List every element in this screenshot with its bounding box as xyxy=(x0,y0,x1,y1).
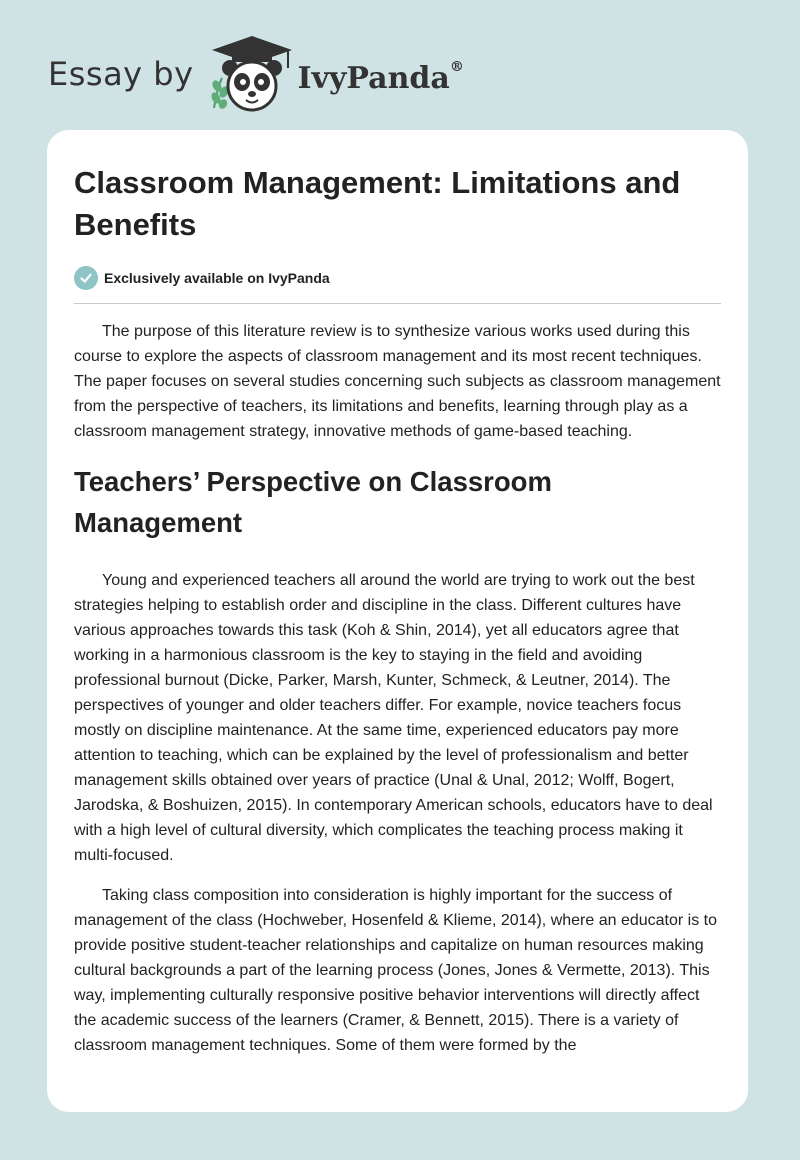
body-paragraph-2: Taking class composition into consideration is highly important for the success of management of the class (Hochweber, Hosenfeld & Klieme, 2014), where an educator is to provide positive student-teacher relationships and capitalize on human resources making cultural backgrounds a part of the learning process (Jones, Jones & Vermette, 2013). This way, implementing culturally responsive positive behavior interventions will directly affect the academic success of the learners (Cramer, & Bennett, 2015). There is a variety of classroom management techniques. Some of them were formed by the xyxy=(74,887,718,1054)
check-circle-icon xyxy=(74,266,98,290)
essay-card xyxy=(47,130,748,1112)
intro-paragraph: The purpose of this literature review is to synthesize various works used during this course to explore the aspects of classroom management and its most recent techniques. The paper focuses on several studies concerning such subjects as classroom management from the perspective of teachers, its limitations and benefits, learning through play as a classroom management strategy, innovative methods of game-based teaching. xyxy=(74,323,721,440)
exclusive-label: Exclusively available on IvyPanda xyxy=(104,270,330,286)
essay-title: Classroom Management: Limitations and Benefits xyxy=(74,165,681,242)
site-header xyxy=(48,34,464,114)
exclusive-badge xyxy=(74,266,721,304)
brand-name[interactable] xyxy=(297,58,464,96)
essay-by-label: Essay by xyxy=(48,55,194,93)
brand-text: IvyPanda xyxy=(297,60,450,96)
panda-logo-icon[interactable] xyxy=(208,34,296,114)
registered-mark: ® xyxy=(449,58,464,75)
body-paragraph-1: Young and experienced teachers all around the world are trying to work out the best strategies helping to establish order and discipline in the class. Different cultures have various approaches towards this task (Koh & Shin, 2014), yet all educators agree that working in a harmonious classroom is the key to staying in the field and avoiding professional burnout (Dicke, Parker, Marsh, Kunter, Schmeck, & Leutner, 2014). The perspectives of younger and older teachers differ. For example, novice teachers focus mostly on discipline maintenance. At the same time, experienced educators pay more attention to teaching, which can be explained by the level of professionalism and better management skills obtained over years of practice (Unal & Unal, 2012; Wolff, Bogert, Jarodska, & Boshuizen, 2015). In contemporary American schools, educators have to deal with a high level of cultural diversity, which complicates the teaching process making it multi-focused. xyxy=(74,572,713,864)
section-heading: Teachers’ Perspective on Classroom Management xyxy=(74,466,552,538)
